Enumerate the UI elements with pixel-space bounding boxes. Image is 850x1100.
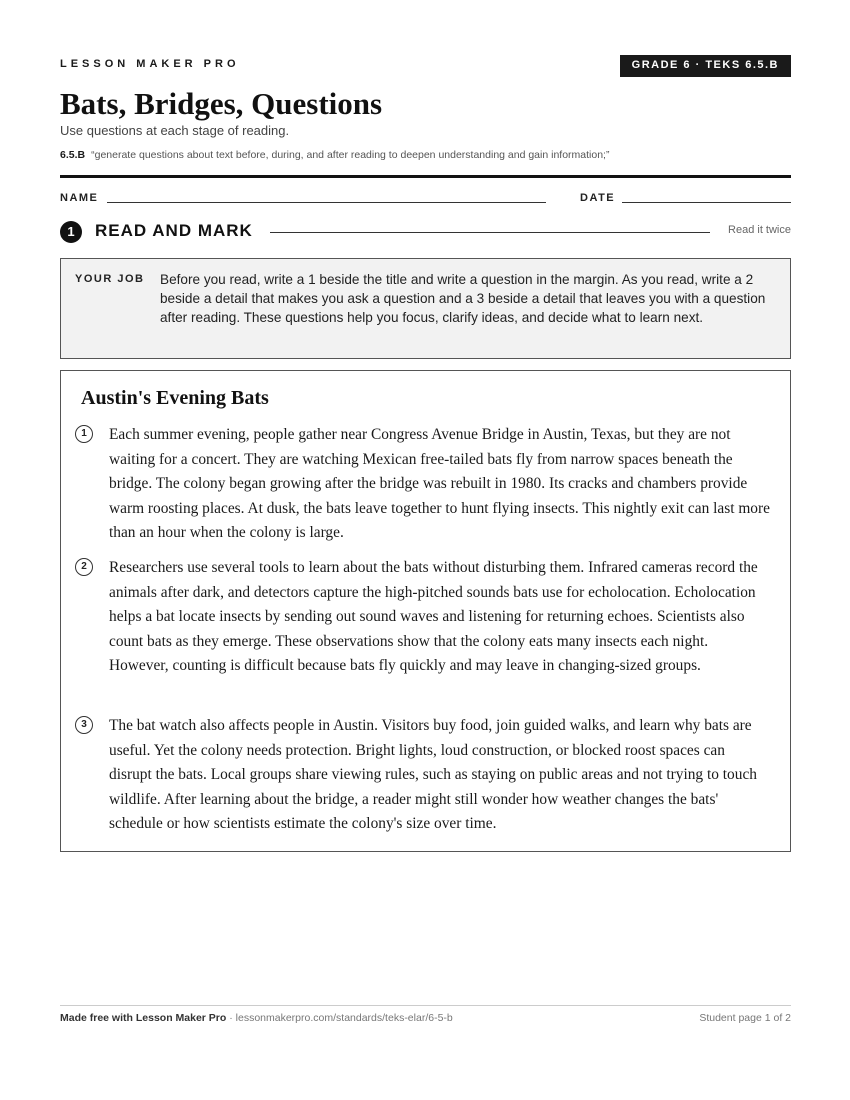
page-subtitle: Use questions at each stage of reading. <box>60 123 290 138</box>
footer-url[interactable]: lessonmakerpro.com/standards/teks-elar/6-5-b <box>235 1012 453 1024</box>
name-label: NAME <box>60 192 99 204</box>
footer-page-number: Student page 1 of 2 <box>699 1012 791 1024</box>
paragraph-number: 2 <box>75 558 93 576</box>
footer-credit <box>60 1012 453 1024</box>
date-field[interactable] <box>622 202 791 203</box>
date-label: DATE <box>580 192 616 204</box>
section-number: 1 <box>60 221 82 243</box>
paragraph-number: 1 <box>75 425 93 443</box>
paragraph-text: Each summer evening, people gather near Congress Avenue Bridge in Austin, Texas, but they are not waiting for a concert. They are watching Mexican free-tailed bats fly from narrow spaces beneath the bridge. The colony began growing after the bridge was rebuilt in 1980. Its cracks and chambers provide warm roosting places. At dusk, the bats leave together to hunt flying insects. This nightly exit can last more than an hour when the colony is large. <box>109 426 770 542</box>
header-divider <box>60 175 791 178</box>
footer-made-with: Made free with Lesson Maker Pro <box>60 1012 227 1024</box>
section-note: Read it twice <box>728 224 791 236</box>
worksheet-page <box>60 0 791 1100</box>
page-title: Bats, Bridges, Questions <box>60 86 383 121</box>
name-field[interactable] <box>107 202 546 203</box>
your-job-box <box>60 258 791 359</box>
brand-name: LESSON MAKER PRO <box>60 58 240 70</box>
footer-divider <box>60 1005 791 1006</box>
name-date-row <box>60 192 791 206</box>
your-job-text: Before you read, write a 1 beside the title and write a question in the margin. As you read, write a 2 beside a detail that makes you ask a question and a 3 beside a detail that leaves you with a question after reading. These questions help you focus, clarify ideas, and decide what to learn next. <box>160 272 766 325</box>
paragraph-text: The bat watch also affects people in Austin. Visitors buy food, join guided walks, and learn why bats are useful. Yet the colony needs protection. Bright lights, loud construction, or blocked roost spaces can disrupt the bats. Local groups share viewing rules, such as staying on public areas and not trying to touch wildlife. After learning about the bridge, a reader might still wonder how weather changes the bats' schedule or how scientists estimate the colony's size over time. <box>109 717 757 833</box>
footer-separator: · <box>226 1012 236 1024</box>
passage-title: Austin's Evening Bats <box>81 387 269 409</box>
section-rule <box>270 232 710 233</box>
paragraph-number: 3 <box>75 716 93 734</box>
standard-code: 6.5.B <box>60 149 86 161</box>
your-job-label: YOUR JOB <box>75 273 145 285</box>
grade-badge: GRADE 6 · TEKS 6.5.B <box>620 55 791 77</box>
section-title: READ AND MARK <box>95 221 253 240</box>
reading-passage <box>60 370 791 852</box>
standard-line <box>60 149 609 161</box>
section-header <box>60 220 791 244</box>
paragraph-text: Researchers use several tools to learn about the bats without disturbing them. Infrared cameras record the animals after dark, and detectors capture the high-pitched sounds bats use for echolocation. Echolocation helps a bat locate insects by sending out sound waves and listening for returning echoes. Scientists also count bats as they emerge. These observations show that the colony eats many insects each night. However, counting is difficult because bats fly quickly and may leave in changing-sized groups. <box>109 559 758 675</box>
standard-text: “generate questions about text before, during, and after reading to deepen understanding and gain information;” <box>91 149 610 161</box>
